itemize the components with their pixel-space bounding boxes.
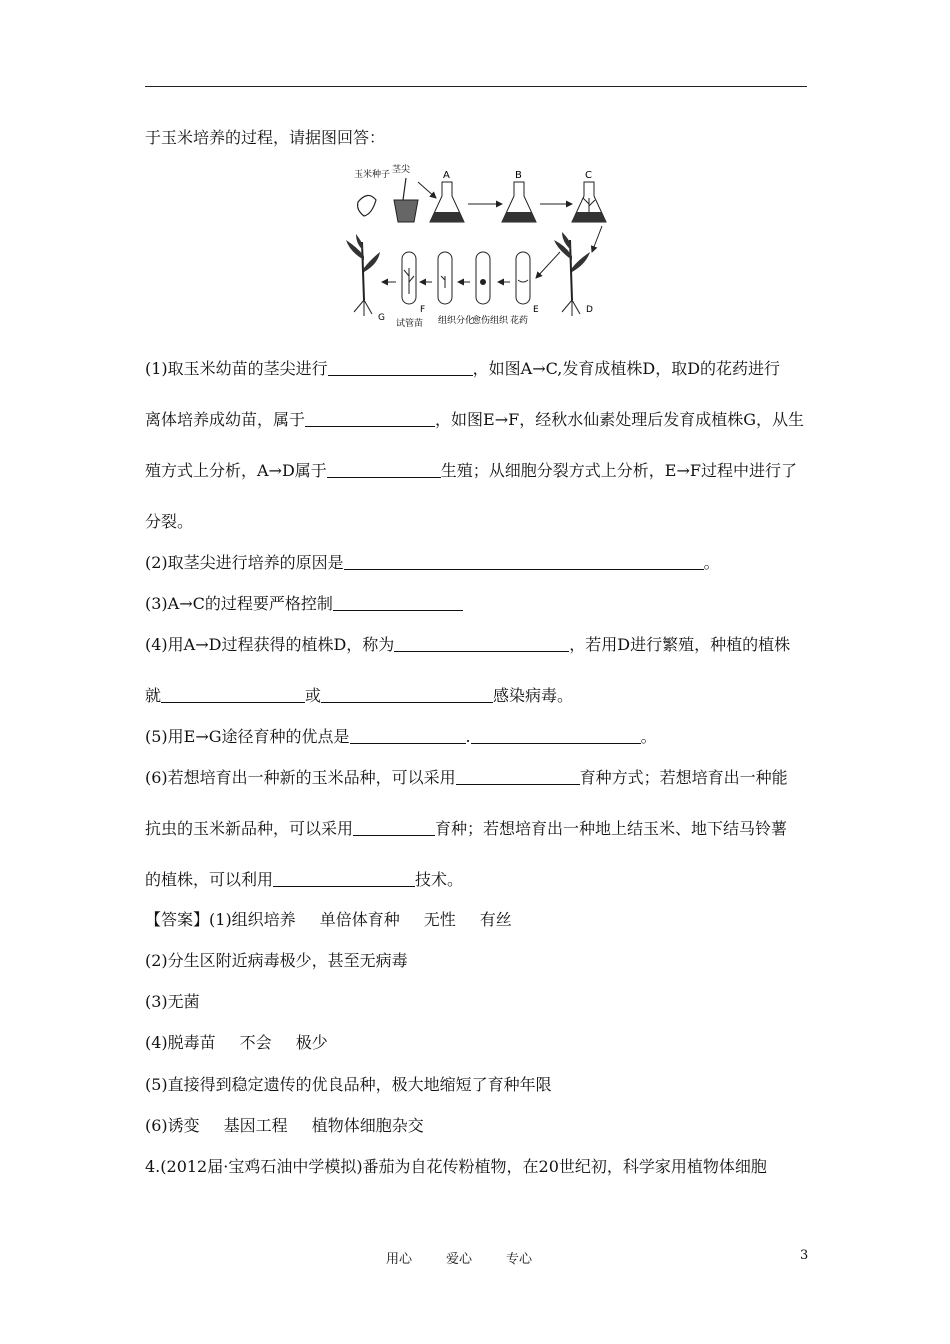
- answer-5: (5)直接得到稳定遗传的优良品种，极大地缩短了育种年限: [145, 1075, 552, 1094]
- q1-text-g: 分裂。: [145, 512, 194, 531]
- question-1-line-4: [145, 512, 193, 532]
- q4-text-a: (4)用A→D过程获得的植株D，称为: [145, 635, 395, 654]
- q2-text-a: (2)取茎尖进行培养的原因是: [145, 553, 344, 572]
- caption-differentiation: 组织分化: [438, 316, 475, 326]
- tube-f-label: F: [420, 305, 426, 315]
- header-rule: [145, 86, 807, 87]
- q4-text-e: 感染病毒。: [493, 686, 574, 705]
- seed-label: [354, 168, 390, 180]
- q6-text-c: 抗虫的玉米新品种，可以采用: [145, 819, 354, 838]
- q4-text-d: 或: [305, 686, 322, 705]
- q4-text-b: ，若用D进行繁殖，种植的植株: [569, 635, 791, 654]
- flask-a-label: A: [443, 170, 450, 181]
- question-6-line-2: [145, 819, 787, 839]
- caption-seedling: 试管苗: [396, 319, 424, 329]
- question-1-line-2: [145, 410, 804, 430]
- stem-label: [392, 163, 410, 175]
- answer-4-item-1: (4)脱毒苗: [145, 1033, 216, 1052]
- q4-text-c: 就: [145, 686, 162, 705]
- page-number: 3: [800, 1248, 809, 1263]
- answer-2: (2)分生区附近病毒极少，甚至无病毒: [145, 951, 408, 970]
- q1-text-d: ，如图E→F，经秋水仙素处理后发育成植株G，从生: [435, 410, 804, 429]
- seed-shape: [358, 195, 376, 216]
- answer-1-item-4: 有丝: [479, 910, 512, 929]
- q6-text-f: 技术。: [415, 870, 464, 889]
- tube-f: [402, 252, 425, 315]
- q5-text-a: (5)用E→G途径育种的优点是: [145, 727, 350, 746]
- q4-blank-3[interactable]: [321, 686, 493, 703]
- question-3: [145, 594, 463, 614]
- q6-text-b: 育种方式；若想培育出一种能: [579, 768, 788, 787]
- question-1-line-3: [145, 461, 797, 481]
- intro-text: 于玉米培养的过程，请据图回答：: [145, 128, 386, 147]
- question-4-line-1: [145, 635, 790, 655]
- answer-4-item-2: 不会: [239, 1033, 272, 1052]
- q2-text-b: 。: [703, 553, 720, 572]
- q1-blank-1[interactable]: [328, 359, 473, 376]
- q6-text-a: (6)若想培育出一种新的玉米品种，可以采用: [145, 768, 456, 787]
- q1-text-f: 生殖；从细胞分裂方式上分析，E→F过程中进行了: [440, 461, 797, 480]
- flask-a: [430, 170, 464, 222]
- q1-blank-2[interactable]: [305, 410, 435, 427]
- answer-1-item-1: (1)组织培养: [209, 910, 296, 929]
- q6-blank-2[interactable]: [353, 819, 435, 836]
- answer-1: [145, 910, 512, 930]
- tube-differentiation: [438, 252, 452, 304]
- q4-blank-2[interactable]: [161, 686, 305, 703]
- tube-e-label: E: [533, 305, 539, 315]
- question-5: [145, 727, 657, 747]
- flask-b-label: B: [515, 170, 522, 181]
- q1-blank-3[interactable]: [327, 461, 441, 478]
- q5-text-c: 。: [640, 727, 657, 746]
- flask-c-label: C: [585, 170, 592, 181]
- q5-blank-2[interactable]: [471, 727, 641, 744]
- answer-6-item-1: (6)诱变: [145, 1116, 200, 1135]
- q4-blank-1[interactable]: [394, 635, 569, 652]
- answer-4: [145, 1033, 328, 1053]
- answer-3: (3)无菌: [145, 992, 200, 1011]
- answer-6: [145, 1116, 424, 1136]
- footer-item-2: 爱心: [446, 1252, 473, 1267]
- stem-cup: [394, 200, 418, 222]
- question-6-line-3: [145, 870, 463, 890]
- q2-blank[interactable]: [344, 553, 704, 570]
- answer-1-item-2: 单倍体育种: [319, 910, 400, 929]
- culture-diagram: [340, 160, 630, 340]
- question-1-line-1: [145, 359, 780, 379]
- tube-callus: [476, 252, 490, 304]
- caption-callus: 愈伤组织: [472, 316, 509, 326]
- plant-d: [554, 232, 593, 316]
- q6-text-e: 的植株，可以利用: [145, 870, 274, 889]
- flask-c: [572, 170, 606, 222]
- question-2: [145, 553, 720, 573]
- q1-text-a: (1)取玉米幼苗的茎尖进行: [145, 359, 328, 378]
- answer-6-item-2: 基因工程: [223, 1116, 288, 1135]
- next-question: 4.(2012届·宝鸡石油中学模拟)番茄为自花传粉植物，在20世纪初，科学家用植物体细胞: [145, 1157, 767, 1176]
- caption-anther: 花药: [510, 316, 529, 326]
- stem-label-text: 茎尖: [392, 165, 411, 175]
- tube-e: [516, 252, 539, 315]
- q5-text-b: .: [465, 727, 471, 746]
- question-6-line-1: [145, 768, 788, 788]
- plant-g: [346, 234, 385, 323]
- q6-blank-1[interactable]: [456, 768, 580, 785]
- flask-b: [502, 170, 536, 222]
- footer-item-1: 用心: [386, 1252, 413, 1267]
- q6-text-d: 育种；若想培育出一种地上结玉米、地下结马铃薯: [435, 819, 788, 838]
- answer-1-item-3: 无性: [423, 910, 456, 929]
- q5-blank-1[interactable]: [350, 727, 466, 744]
- q3-text: (3)A→C的过程要严格控制: [145, 594, 333, 613]
- plant-d-label: D: [586, 305, 593, 315]
- q1-text-c: 离体培养成幼苗，属于: [145, 410, 306, 429]
- answer-heading: 【答案】: [145, 910, 210, 929]
- answer-4-item-3: 极少: [295, 1033, 328, 1052]
- plant-g-label: G: [378, 313, 385, 323]
- answer-6-item-3: 植物体细胞杂交: [311, 1116, 424, 1135]
- q1-text-e: 殖方式上分析，A→D属于: [145, 461, 327, 480]
- q6-blank-3[interactable]: [273, 870, 415, 887]
- footer-item-3: 专心: [506, 1252, 533, 1267]
- question-4-line-2: [145, 686, 573, 706]
- seed-label-text: 玉米种子: [354, 170, 391, 180]
- q1-text-b: ，如图A→C,发育成植株D，取D的花药进行: [472, 359, 781, 378]
- q3-blank[interactable]: [333, 594, 463, 611]
